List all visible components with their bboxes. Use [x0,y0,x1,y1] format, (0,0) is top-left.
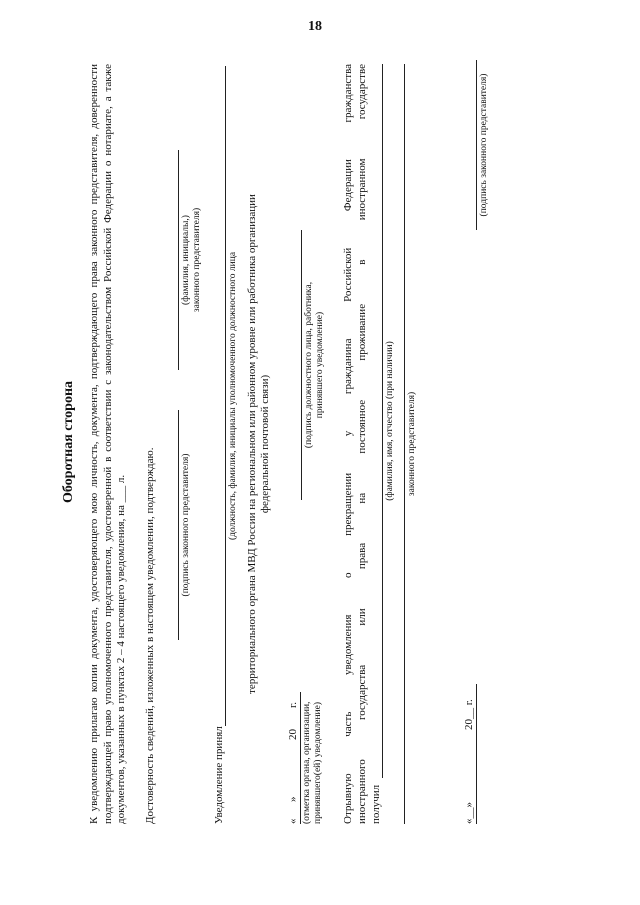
page-number: 18 [308,19,322,34]
date-year-prefix: 20 [287,729,299,740]
caption-official-signature-1: (подпись должностного лица, работника, [304,281,314,449]
tear-off-line1: Отрывную часть уведомления о прекращении у гражданина Российской Федерации гражданства [342,64,354,824]
territorial-body-line2: федеральной почтовой связи) [259,374,271,514]
tear-off-line2: иностранного государства или права на постоянное проживание в иностранном государстве [356,64,368,824]
territorial-body-line1: территориального органа МВД России на региональном или районном уровне или работника организации [246,194,258,694]
bottom-signature-line [476,60,477,230]
caption-mark-2: принявшего(ей) уведомление) [313,702,323,824]
attachment-paragraph: К уведомлению прилагаю копии документа, удостоверяющего мою личность, документа, подтверждающего права законного представителя, доверенности подтверждающей право уполномоченного представителя, удостоверенной в соответствии с законодательством Российской Федерации о нотариате, а также документов, указанных в пунктах 2 – 4 настоящего уведомления, на ___ л. [88,64,128,824]
caption-signature-rep-bottom: (подпись законного представителя) [479,73,489,217]
date-open-quote: « [287,818,299,824]
notice-accepted-label: Уведомление принял [213,726,225,824]
caption-of-rep: законного представителя) [407,391,417,497]
name-initials-line [178,150,179,370]
caption-name-initials-1: (фамилия, инициалы,) [181,215,191,305]
date-line [300,692,301,824]
signature-line [178,410,179,640]
bottom-date-open: «__» [463,802,475,824]
bottom-year: 20__ г. [463,699,475,730]
caption-mark-1: (отметка органа, организации, [302,701,312,824]
bottom-date-line [476,684,477,824]
tear-off-line3: получил [370,784,382,824]
caption-name-initials-2: законного представителя) [192,207,202,313]
full-name-line [382,64,383,778]
caption-official-position: (должность, фамилия, инициалы уполномоченного должностного лица [228,251,238,541]
date-close-quote: » [287,796,299,802]
date-year-suffix: г. [287,701,299,708]
caption-official-signature-2: принявшего уведомление) [315,311,325,419]
caption-signature-rep: (подпись законного представителя) [181,453,191,597]
caption-full-name: (фамилия, имя, отчество (при наличии) [385,341,395,501]
full-name-line-2 [404,64,405,824]
official-position-line [225,66,226,726]
reliability-statement: Достоверность сведений, изложенных в настоящем уведомлении, подтверждаю. [144,447,156,824]
form-reverse-side [60,54,500,830]
page-title: Оборотная сторона [61,380,76,504]
official-signature-line [301,230,302,500]
rotated-form [60,54,500,830]
